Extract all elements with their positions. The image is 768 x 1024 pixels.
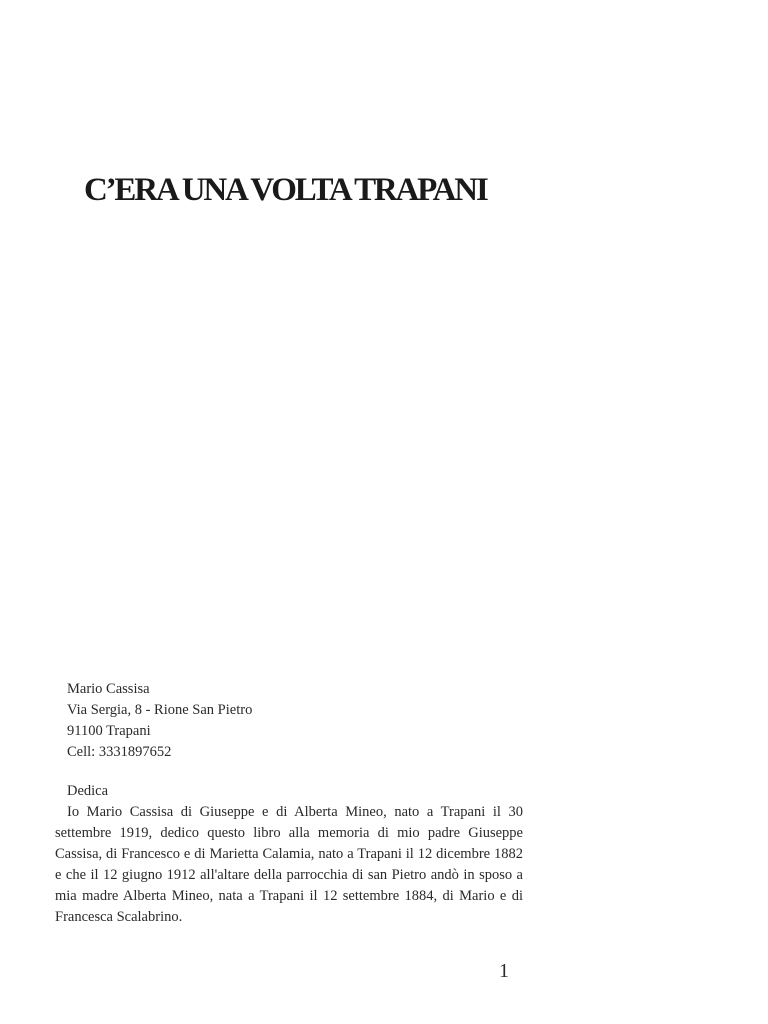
author-street: Via Sergia, 8 - Rione San Pietro (67, 702, 253, 718)
dedication-block (55, 781, 523, 928)
author-phone: Cell: 3331897652 (67, 744, 172, 760)
dedication-body: Io Mario Cassisa di Giuseppe e di Alberta Mineo, nato a Trapani il 30 settembre 1919, dedico questo libro alla memoria di mio padre Giuseppe Cassisa, di Francesco e di Marietta Calamia, nato a Trapani il 12 dicembre 1882 e che il 12 giugno 1912 all'altare della parrocchia di san Pietro andò in sposo a mia madre Alberta Mineo, nata a Trapani il 12 settembre 1884, di Mario e di Francesca Scalabrino. (55, 804, 523, 925)
author-address-block (67, 679, 252, 763)
page-number: 1 (499, 960, 509, 982)
dedication-heading: Dedica (67, 783, 109, 799)
author-name: Mario Cassisa (67, 681, 150, 697)
author-city: 91100 Trapani (67, 723, 151, 739)
book-title: C’ERA UNA VOLTA TRAPANI (84, 172, 487, 208)
